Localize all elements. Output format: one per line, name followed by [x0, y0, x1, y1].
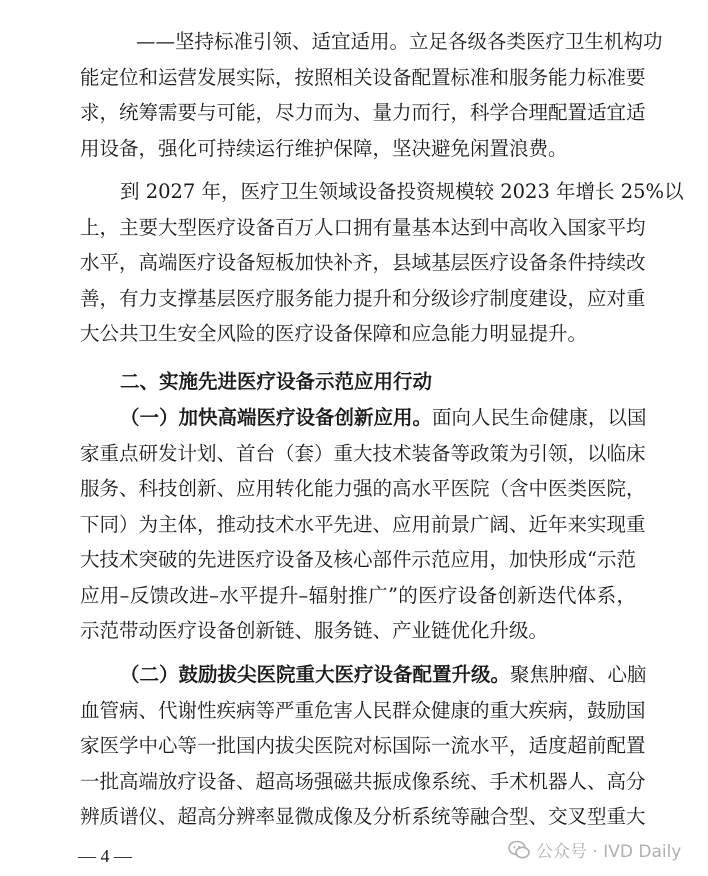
subsection-title: （一）加快高端医疗设备创新应用。	[120, 406, 433, 429]
section-heading: 二、实施先进医疗设备示范应用行动	[120, 370, 433, 393]
text-line: 服务、科技创新、应用转化能力强的高水平医院（含中医类医院，	[80, 477, 646, 500]
text-fragment: 聚焦肿瘤、心脑	[510, 663, 647, 686]
subsection-title: （二）鼓励拔尖医院重大医疗设备配置升级。	[120, 663, 511, 686]
text-line: 上，主要大型医疗设备百万人口拥有量基本达到中高收入国家平均	[80, 215, 646, 239]
text-line	[80, 400, 647, 436]
paragraph-high-end-innovation	[80, 400, 647, 649]
watermark	[508, 837, 681, 862]
text-line: 水平，高端医疗设备短板加快补齐，县域基层医疗设备条件持续改	[80, 251, 646, 274]
text-line: 示范带动医疗设备创新链、服务链、产业链优化升级。	[80, 619, 549, 642]
text-line: 辨质谱仪、超高分辨率显微成像及分析系统等融合型、交叉型重大	[80, 805, 646, 828]
paragraph-principle	[80, 24, 663, 166]
text-line: 用设备，强化可持续运行维护保障，坚决避免闲置浪费。	[80, 136, 568, 160]
text-fragment: 面向人民生命健康，以国	[432, 406, 647, 429]
text-line: 能定位和运营发展实际，按照相关设备配置标准和服务能力标准要	[80, 65, 646, 89]
text-line: 大技术突破的先进医疗设备及核心部件示范应用，加快形成“示范	[80, 548, 636, 571]
text-line: 善，有力支撑基层医疗服务能力提升和分级诊疗制度建设，应对重	[80, 286, 646, 310]
text-line: 大公共卫生安全风险的医疗设备保障和应急能力明显提升。	[80, 322, 588, 345]
text-line: 应用–反馈改进–水平提升–辐射推广”的医疗设备创新迭代体系，	[80, 583, 636, 607]
text-line: ——坚持标准引领、适宜适用。立足各级各类医疗卫生机构功	[136, 30, 663, 53]
page-number: — 4 —	[78, 846, 132, 866]
text-line: 下同）为主体，推动技术水平先进、应用前景广阔、近年来实现重	[80, 512, 646, 536]
text-line: 家医学中心等一批国内拔尖医院对标国际一流水平，适度超前配置	[80, 734, 646, 757]
paragraph-goal-2027	[80, 174, 684, 352]
text-line: 血管病、代谢性疾病等严重危害人民群众健康的重大疾病，鼓励国	[80, 698, 646, 722]
text-line: 家重点研发计划、首台（套）重大技术装备等政策为引领，以临床	[80, 441, 646, 465]
text-line: 到 2027 年，医疗卫生领域设备投资规模较 2023 年增长 25%以	[120, 180, 684, 203]
paragraph-top-hospitals	[80, 657, 647, 835]
wechat-icon	[508, 839, 530, 861]
text-line: 求，统筹需要与可能，尽力而为、量力而行，科学合理配置适宜适	[80, 101, 646, 124]
text-line	[80, 657, 647, 693]
text-line: 一批高端放疗设备、超高场强磁共振成像系统、手术机器人、高分	[80, 769, 646, 793]
watermark-text: 公众号 · IVD Daily	[536, 842, 682, 862]
